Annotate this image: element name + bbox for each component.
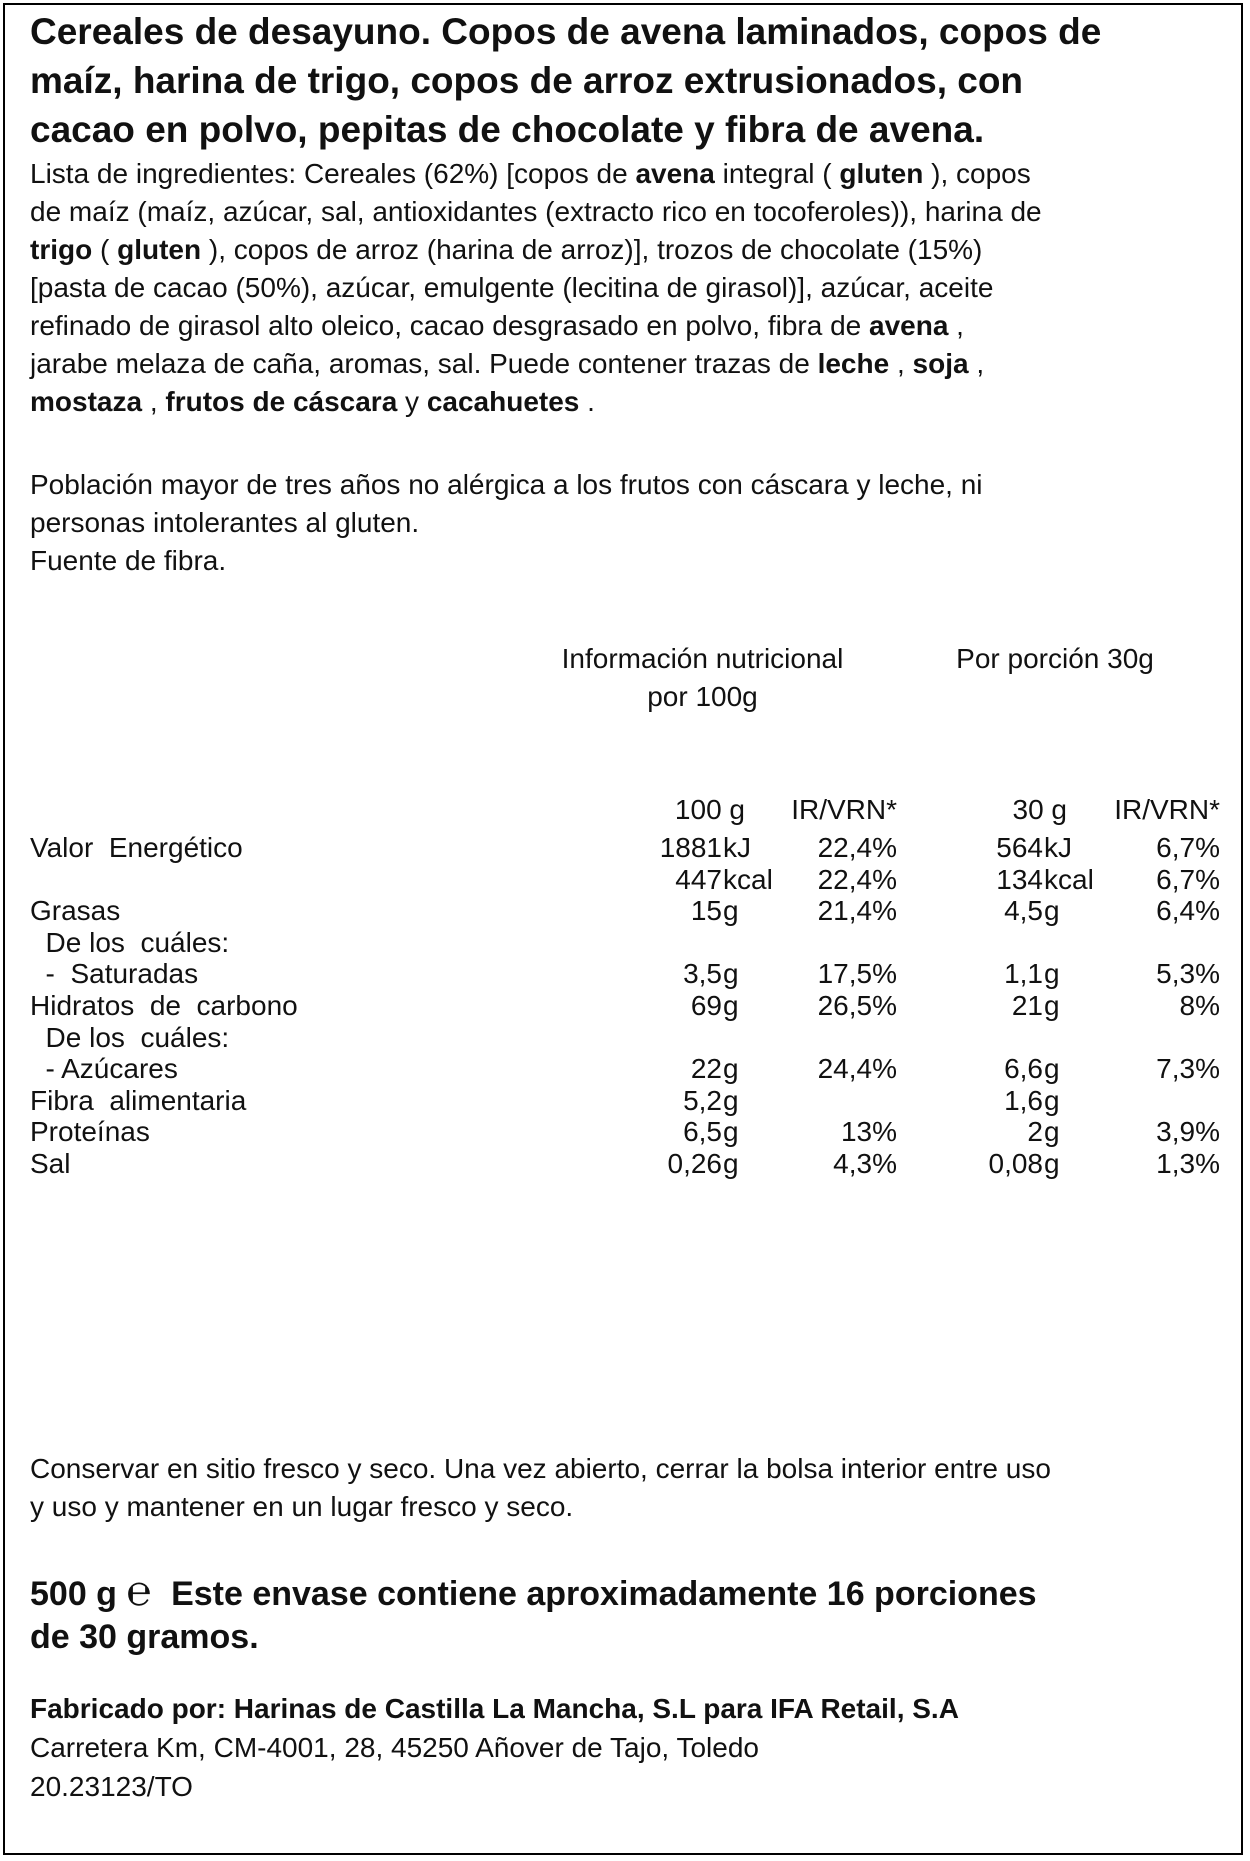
value-100g: 5,2: [683, 1084, 722, 1116]
nutrient-label: Valor Energético: [30, 832, 243, 863]
unit-100g: g: [723, 895, 739, 927]
net-weight: 500 g: [30, 1575, 117, 1613]
unit-100g: g: [723, 1084, 739, 1116]
allergen-text: avena: [869, 310, 949, 341]
irvrn-100g: 21,4%: [817, 895, 897, 927]
nutrition-header-line: por 100g: [647, 681, 758, 712]
unit-30g: g: [1044, 1148, 1060, 1179]
unit-100g: g: [723, 1053, 739, 1085]
value-30g: 0,08: [988, 1148, 1043, 1179]
value-30g: 134: [996, 863, 1043, 895]
ingredient-text: ), copos de arroz (harina de arroz)], trozos de chocolate (15%): [201, 234, 983, 265]
title-line: cacao en polvo, pepitas de chocolate y fibra de avena.: [30, 109, 985, 150]
nutrient-label: De los cuáles:: [30, 926, 230, 958]
unit-30g: g: [1044, 1053, 1060, 1085]
allergen-text: frutos de cáscara: [165, 386, 398, 417]
ingredient-text: refinado de girasol alto oleico, cacao desgrasado en polvo, fibra de: [30, 310, 869, 341]
nutrient-label: Proteínas: [30, 1116, 150, 1148]
population-line: Población mayor de tres años no alérgica a los frutos con cáscara y leche, ni: [30, 469, 983, 500]
allergen-text: soja: [912, 348, 969, 379]
storage-line: Conservar en sitio fresco y seco. Una vez abierto, cerrar la bolsa interior entre uso: [30, 1453, 1051, 1484]
value-100g: 3,5: [683, 958, 722, 990]
ingredient-text: jarabe melaza de caña, aromas, sal. Puede contener trazas de: [30, 348, 818, 379]
ingredient-text: ,: [948, 310, 964, 341]
irvrn-30g: 5,3%: [1156, 958, 1220, 990]
irvrn-100g: 24,4%: [817, 1053, 897, 1085]
allergen-text: gluten: [117, 234, 202, 265]
unit-30g: g: [1044, 990, 1060, 1021]
nutrient-label: Hidratos de carbono: [30, 990, 298, 1021]
nutrition-header-line: Información nutricional: [561, 643, 844, 674]
ingredient-text: .: [579, 386, 595, 417]
ingredient-text: Lista de ingredientes: Cereales (62%) [copos de: [30, 158, 636, 189]
nutrient-label: Fibra alimentaria: [30, 1084, 247, 1116]
fiber-claim: Fuente de fibra.: [30, 545, 227, 576]
unit-100g: g: [723, 958, 739, 990]
ingredient-text: de maíz (maíz, azúcar, sal, antioxidantes (extracto rico en tocoferoles)), harina de: [30, 196, 1042, 227]
unit-30g: g: [1044, 1084, 1060, 1116]
portions-line: Este envase contiene aproximadamente 16 porciones: [171, 1575, 1037, 1613]
nutrition-header-portion: Por porción 30g: [956, 643, 1154, 674]
unit-30g: g: [1044, 1116, 1060, 1148]
value-30g: 4,5: [1004, 895, 1043, 927]
ingredient-text: ,: [142, 386, 166, 417]
registry-code: 20.23123/TO: [30, 1771, 193, 1802]
label-frame: [3, 3, 1243, 1855]
portions-line: de 30 gramos.: [30, 1618, 259, 1656]
ingredient-text: ,: [889, 348, 913, 379]
allergen-text: avena: [635, 158, 715, 189]
value-100g: 15: [690, 895, 722, 927]
portions-statement: [30, 1567, 1037, 1618]
irvrn-100g: 17,5%: [817, 958, 897, 990]
col-header-irvrn: IR/VRN*: [791, 794, 897, 825]
storage-line: y uso y mantener en un lugar fresco y seco.: [30, 1491, 574, 1522]
manufacturer-info: [30, 1689, 959, 1806]
irvrn-100g: 22,4%: [817, 863, 897, 895]
irvrn-30g: 1,3%: [1156, 1148, 1220, 1179]
ingredients-line: [30, 383, 1042, 421]
value-30g: 21: [1011, 990, 1043, 1021]
unit-30g: kcal: [1044, 863, 1094, 895]
ingredient-text: ,: [968, 348, 985, 379]
irvrn-30g: 8%: [1179, 990, 1220, 1021]
title-line: maíz, harina de trigo, copos de arroz extrusionados, con: [30, 60, 1024, 101]
title-line: Cereales de desayuno. Copos de avena laminados, copos de: [30, 11, 1102, 52]
manufacturer-address: Carretera Km, CM-4001, 28, 45250 Añover de Tajo, Toledo: [30, 1732, 759, 1763]
irvrn-30g: 7,3%: [1156, 1053, 1220, 1085]
allergen-text: trigo: [30, 234, 93, 265]
value-100g: 22: [690, 1053, 722, 1085]
value-100g: 447: [675, 863, 722, 895]
unit-100g: g: [723, 1148, 739, 1179]
allergen-text: cacahuetes: [426, 386, 580, 417]
product-title: [30, 7, 1245, 154]
nutrient-label: - Azúcares: [30, 1053, 178, 1085]
irvrn-100g: 26,5%: [817, 990, 897, 1021]
ingredient-text: [pasta de cacao (50%), azúcar, emulgente (lecitina de girasol)], azúcar, aceite: [30, 272, 994, 303]
unit-30g: g: [1044, 958, 1060, 990]
irvrn-30g: 6,4%: [1156, 895, 1220, 927]
value-100g: 0,26: [667, 1148, 722, 1179]
unit-100g: kcal: [723, 863, 773, 895]
value-100g: 6,5: [683, 1116, 722, 1148]
ingredients-line: [30, 345, 1042, 383]
unit-100g: kJ: [723, 832, 751, 863]
population-line: personas intolerantes al gluten.: [30, 507, 420, 538]
allergen-text: mostaza: [30, 386, 143, 417]
irvrn-30g: 6,7%: [1156, 832, 1220, 863]
unit-100g: g: [723, 990, 739, 1021]
nutrition-header-100g: [525, 640, 880, 716]
storage-instructions: [30, 1450, 1051, 1526]
allergen-text: gluten: [839, 158, 924, 189]
ingredients-line: [30, 231, 1042, 269]
ingredient-text: integral (: [714, 158, 840, 189]
ingredient-text: (: [92, 234, 118, 265]
irvrn-30g: 3,9%: [1156, 1116, 1220, 1148]
col-header-irvrn: IR/VRN*: [1114, 794, 1220, 825]
nutrient-label: - Saturadas: [30, 958, 199, 990]
ingredients-line: [30, 307, 1042, 345]
value-30g: 1,6: [1004, 1084, 1043, 1116]
irvrn-100g: 22,4%: [817, 832, 897, 863]
allergen-text: leche: [817, 348, 890, 379]
irvrn-30g: 6,7%: [1156, 863, 1220, 895]
ingredient-text: ), copos: [923, 158, 1031, 189]
ingredients-line: [30, 155, 1042, 193]
ingredients-line: [30, 269, 1042, 307]
ingredients-list: [30, 155, 1042, 421]
value-30g: 6,6: [1004, 1053, 1043, 1085]
population-note: [30, 466, 983, 580]
value-30g: 2: [1027, 1116, 1043, 1148]
value-30g: 564: [996, 832, 1043, 863]
unit-100g: g: [723, 1116, 739, 1148]
unit-30g: kJ: [1044, 832, 1072, 863]
nutrient-label: Grasas: [30, 895, 121, 927]
estimated-sign-icon: ℮: [126, 1567, 152, 1614]
value-100g: 69: [690, 990, 722, 1021]
value-100g: 1881: [659, 832, 722, 863]
value-30g: 1,1: [1004, 958, 1043, 990]
col-header-100g: 100 g: [674, 794, 745, 825]
irvrn-100g: 4,3%: [833, 1148, 897, 1179]
nutrient-label: De los cuáles:: [30, 1021, 230, 1053]
irvrn-100g: 13%: [840, 1116, 897, 1148]
unit-30g: g: [1044, 895, 1060, 927]
ingredients-line: [30, 193, 1042, 231]
manufacturer-line: Fabricado por: Harinas de Castilla La Mancha, S.L para IFA Retail, S.A: [30, 1693, 959, 1724]
col-header-30g: 30 g: [1012, 794, 1067, 825]
ingredient-text: y: [397, 386, 427, 417]
nutrient-label: Sal: [30, 1148, 71, 1179]
